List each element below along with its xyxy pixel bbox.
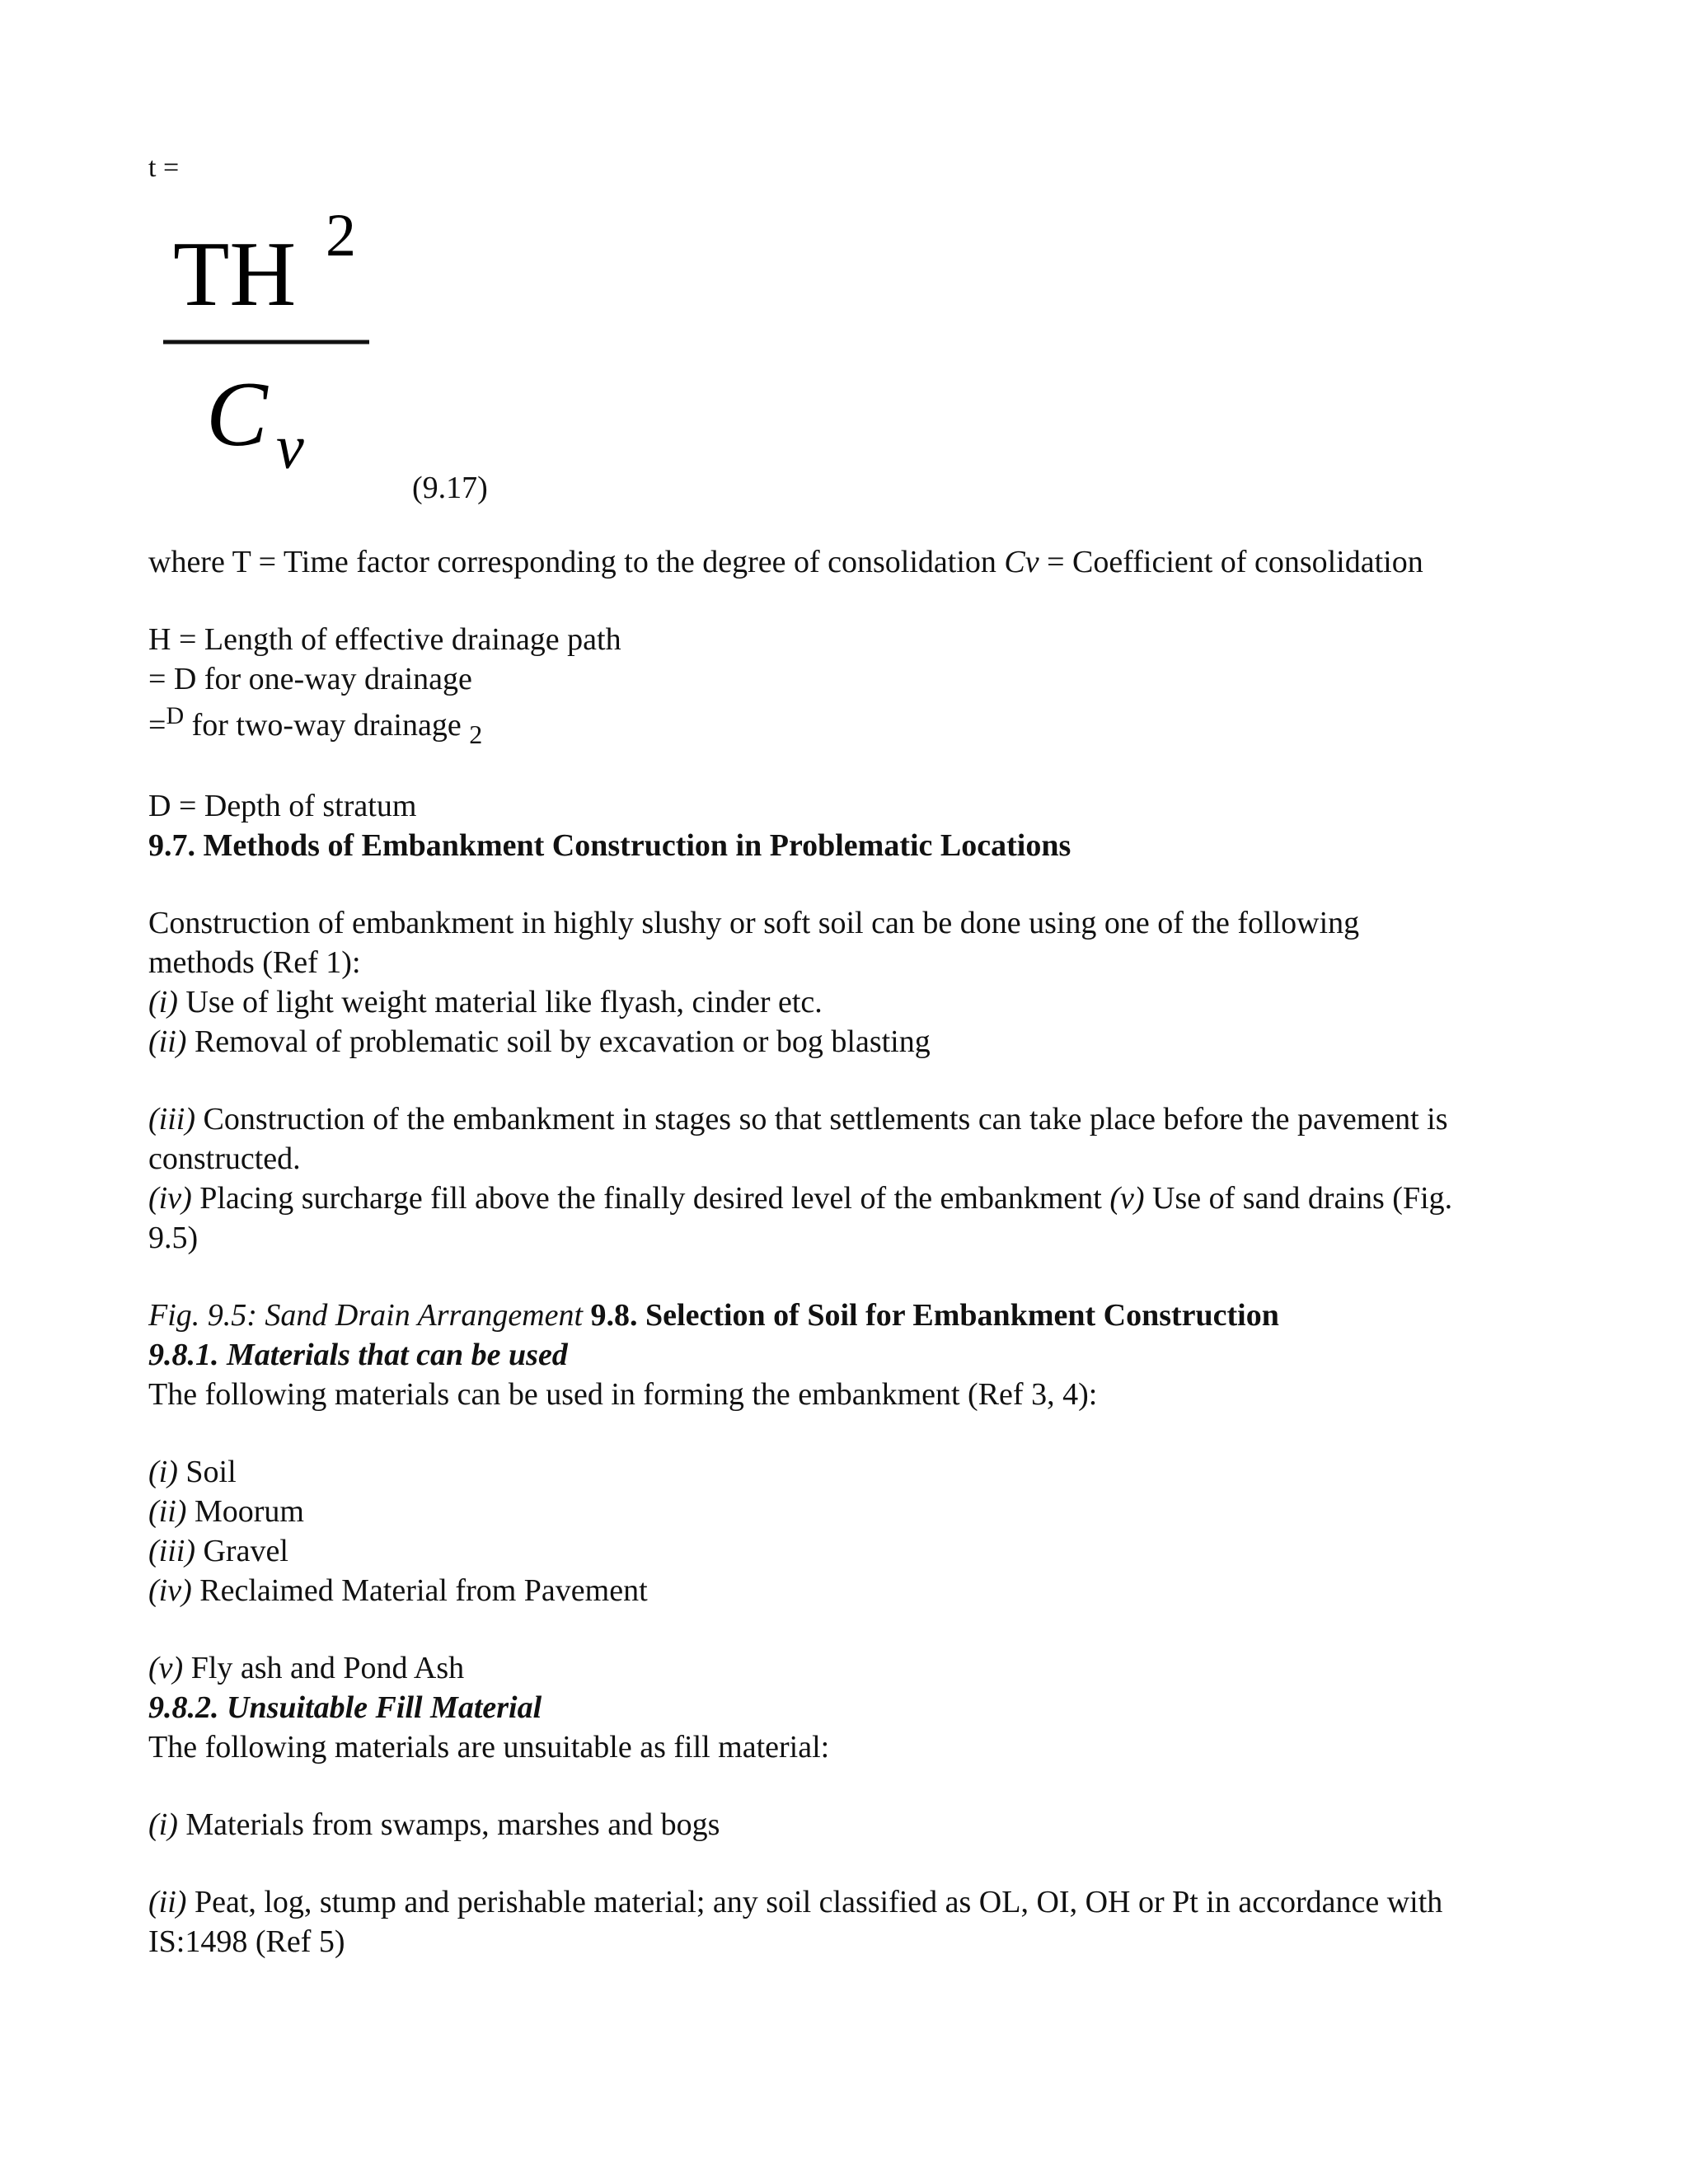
list-item-method bbox=[148, 1099, 1448, 1139]
paragraph-line: 9.5) bbox=[148, 1221, 199, 1255]
list-item-method bbox=[148, 1022, 931, 1062]
where-line bbox=[148, 542, 1423, 582]
formula-denominator-subscript: v bbox=[276, 413, 304, 482]
list-marker: (iv) bbox=[148, 1181, 192, 1216]
list-item-unsuitable bbox=[148, 1882, 1442, 1922]
list-text: Gravel bbox=[195, 1534, 288, 1568]
figure-caption-line bbox=[148, 1296, 1279, 1335]
paragraph-line: The following materials are unsuitable as fill material: bbox=[148, 1730, 830, 1765]
list-item-material bbox=[148, 1531, 288, 1571]
list-text: Moorum bbox=[186, 1494, 304, 1529]
formula-numerator-exponent: 2 bbox=[326, 214, 356, 269]
d-superscript: D bbox=[166, 702, 185, 729]
list-text: Use of light weight material like flyash, cinder etc. bbox=[177, 985, 823, 1019]
list-marker: (ii) bbox=[148, 1024, 187, 1059]
one-way-drainage: = D for one-way drainage bbox=[148, 662, 472, 696]
list-item-method bbox=[148, 982, 823, 1022]
list-marker: (ii) bbox=[148, 1494, 187, 1529]
fraction-formula bbox=[157, 214, 387, 486]
list-marker: (i) bbox=[148, 1455, 178, 1489]
two-way-text: for two-way drainage bbox=[184, 708, 470, 743]
equation-lhs: t = bbox=[148, 152, 180, 183]
list-text: Soil bbox=[177, 1455, 237, 1489]
paragraph-line: constructed. bbox=[148, 1141, 301, 1176]
list-item-unsuitable bbox=[148, 1805, 720, 1844]
list-marker: (v) bbox=[148, 1651, 184, 1685]
eq-sign: = bbox=[148, 708, 166, 743]
list-text: Placing surcharge fill above the finally desired level of the embankment bbox=[191, 1181, 1110, 1216]
paragraph-line: Construction of embankment in highly slushy or soft soil can be done using one of the following bbox=[148, 906, 1360, 940]
list-text: Materials from swamps, marshes and bogs bbox=[177, 1807, 720, 1842]
depth-definition: D = Depth of stratum bbox=[148, 789, 417, 823]
list-marker: (iii) bbox=[148, 1534, 195, 1568]
h-definition: H = Length of effective drainage path bbox=[148, 622, 621, 657]
paragraph-line: IS:1498 (Ref 5) bbox=[148, 1924, 345, 1959]
list-item-material bbox=[148, 1648, 464, 1688]
list-text: Construction of the embankment in stages so that settlements can take place before the pavement is bbox=[195, 1102, 1448, 1137]
cv-symbol: Cv bbox=[1004, 545, 1039, 579]
list-item-material bbox=[148, 1492, 304, 1531]
list-marker: (i) bbox=[148, 985, 178, 1019]
where-text: where T = Time factor corresponding to the degree of consolidation bbox=[148, 545, 1005, 579]
figure-caption: Fig. 9.5: Sand Drain Arrangement bbox=[148, 1298, 584, 1333]
list-text: Fly ash and Pond Ash bbox=[183, 1651, 465, 1685]
list-marker: (v) bbox=[1109, 1181, 1145, 1216]
subsection-heading-9-8-2: 9.8.2. Unsuitable Fill Material bbox=[148, 1690, 542, 1725]
where-text-end: = Coefficient of consolidation bbox=[1039, 545, 1423, 579]
list-item-material bbox=[148, 1452, 237, 1492]
formula-numerator: TH bbox=[173, 223, 297, 326]
list-marker: (ii) bbox=[148, 1885, 187, 1919]
list-item-method bbox=[148, 1179, 1452, 1218]
section-heading-9-8: 9.8. Selection of Soil for Embankment Construction bbox=[583, 1298, 1279, 1333]
list-text: Peat, log, stump and perishable material; any soil classified as OL, OI, OH or Pt in accordance with bbox=[186, 1885, 1443, 1919]
section-heading-9-7: 9.7. Methods of Embankment Construction in Problematic Locations bbox=[148, 828, 1071, 863]
list-marker: (iv) bbox=[148, 1573, 192, 1608]
list-text: Reclaimed Material from Pavement bbox=[191, 1573, 648, 1608]
list-marker: (i) bbox=[148, 1807, 178, 1842]
paragraph-line: The following materials can be used in forming the embankment (Ref 3, 4): bbox=[148, 1377, 1098, 1412]
list-text: Removal of problematic soil by excavation or bog blasting bbox=[186, 1024, 931, 1059]
list-text: Use of sand drains (Fig. bbox=[1144, 1181, 1453, 1216]
equation-number: (9.17) bbox=[412, 471, 488, 505]
paragraph-line: methods (Ref 1): bbox=[148, 945, 361, 980]
list-item-material bbox=[148, 1571, 648, 1610]
two-way-drainage bbox=[148, 702, 483, 749]
subsection-heading-9-8-1: 9.8.1. Materials that can be used bbox=[148, 1338, 568, 1372]
list-marker: (iii) bbox=[148, 1102, 195, 1137]
formula-denominator: C bbox=[206, 363, 268, 466]
denominator-two: 2 bbox=[469, 719, 483, 749]
